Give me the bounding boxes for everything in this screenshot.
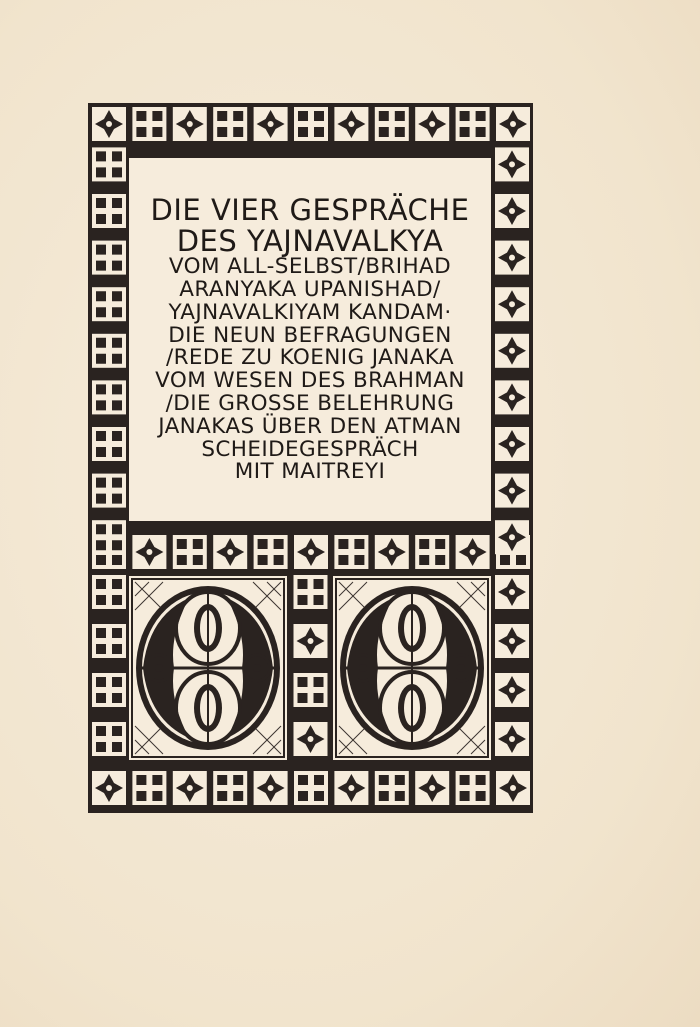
subtitle-line-3: YAJNAVALKIYAM KANDAM· <box>168 299 452 325</box>
title-line-1: DIE VIER GESPRÄCHE <box>150 192 470 227</box>
subtitle-line-1: VOM ALL-SELBST/BRIHAD <box>168 254 452 280</box>
ornament-medallion-left <box>129 576 287 760</box>
subtitle-line-10: MIT MAITREYI <box>234 459 386 485</box>
ornament-medallion-right <box>333 576 491 760</box>
title-panel <box>129 158 491 521</box>
subtitle-line-4: DIE NEUN BEFRAGUNGEN <box>168 322 452 348</box>
subtitle-line-5: /REDE ZU KOENIG JANAKA <box>165 345 455 371</box>
subtitle-line-6: VOM WESEN DES BRAHMAN <box>155 368 465 394</box>
title-line-2: DES YAJNAVALKYA <box>176 223 444 258</box>
subtitle-line-9: SCHEIDEGESPRÄCH <box>201 436 419 462</box>
subtitle-line-2: ARANYAKA UPANISHAD/ <box>179 277 441 303</box>
subtitle-line-7: /DIE GROSSE BELEHRUNG <box>165 391 455 417</box>
subtitle-line-8: JANAKAS ÜBER DEN ATMAN <box>158 413 462 439</box>
